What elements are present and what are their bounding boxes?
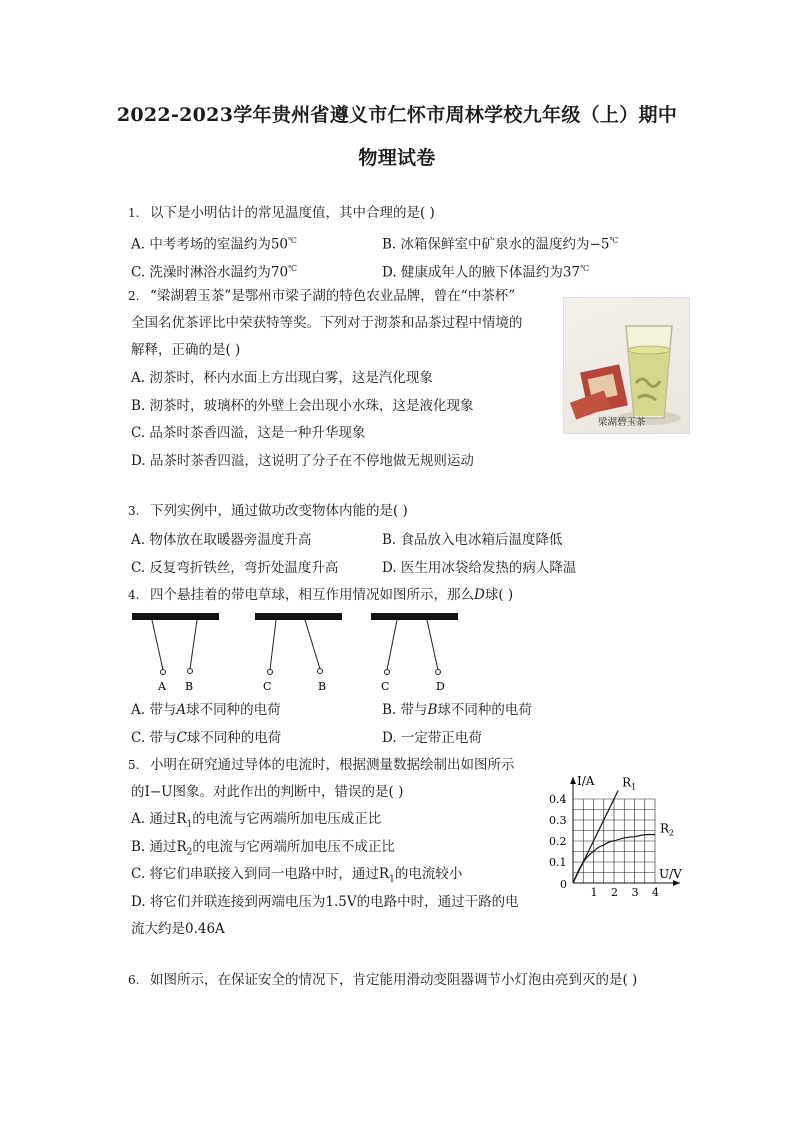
y-tick-label: 0.2 bbox=[549, 835, 567, 848]
q1-option-d: D. 健康成年人的腋下体温约为37℃ bbox=[382, 264, 590, 281]
question-text: 以下是小明估计的常见温度值，其中合理的是( ) bbox=[150, 205, 435, 221]
q2-option-a: A. 沏茶时，杯内水面上方出现白雾，这是汽化现象 bbox=[131, 370, 433, 386]
chart-labels bbox=[549, 774, 682, 899]
question-2-stem-line2: 全国名优茶评比中荣获特等奖。下列对于沏茶和品茶过程中情境的 bbox=[131, 315, 523, 331]
thread bbox=[152, 620, 163, 670]
y-tick-label: 0.3 bbox=[549, 814, 567, 827]
q4-option-d: D. 一定带正电荷 bbox=[382, 730, 482, 746]
origin-label: 0 bbox=[560, 878, 567, 891]
q3-option-c: C. 反复弯折铁丝，弯折处温度升高 bbox=[131, 560, 339, 576]
page-subtitle: 物理试卷 bbox=[358, 147, 436, 169]
question-5-stem-line2: 的I−U图象。对此作出的判断中，错误的是( ) bbox=[131, 784, 404, 800]
question-2-stem-line1: 2. “梁湖碧玉茶”是鄂州市梁子湖的特色农业品牌，曾在“中茶杯” bbox=[128, 288, 516, 304]
question-3-stem: 3. 下列实例中，通过做功改变物体内能的是( ) bbox=[128, 503, 408, 519]
q5-option-b: B. 通过$R_2$的电流与它两端所加电压不成正比 bbox=[131, 839, 395, 858]
thread bbox=[387, 620, 397, 670]
question-1-stem bbox=[128, 205, 435, 221]
question-4-stem: 4. 四个悬挂着的带电草球，相互作用情况如图所示，那么D球( ) bbox=[128, 587, 514, 603]
series-label-r1: $R_1$ bbox=[622, 775, 637, 792]
charged-balls-diagram bbox=[125, 608, 475, 698]
ball-label: D bbox=[436, 680, 445, 693]
x-axis-label: U/V bbox=[659, 867, 682, 881]
thread bbox=[305, 620, 320, 669]
thread bbox=[270, 620, 276, 670]
q1-option-c: C. 洗澡时淋浴水温约为70℃ bbox=[131, 264, 298, 281]
q3-option-a: A. 物体放在取暖器旁温度升高 bbox=[131, 532, 312, 548]
q5-option-d-line1: D. 将它们并联连接到两端电压为1.5V的电路中时，通过干路的电 bbox=[131, 894, 519, 910]
y-axis-label: I/A bbox=[577, 774, 595, 788]
ball bbox=[436, 670, 441, 675]
ball bbox=[268, 670, 273, 675]
ball bbox=[161, 670, 166, 675]
y-axis-arrow bbox=[570, 777, 576, 784]
ball-label: C bbox=[381, 680, 390, 693]
q1-option-b: B. 冰箱保鲜室中矿泉水的温度约为−5℃ bbox=[382, 236, 619, 253]
y-tick-label: 0.1 bbox=[549, 856, 567, 869]
question-6-stem: 6. 如图所示，在保证安全的情况下，肯定能用滑动变阻器调节小灯泡由亮到灭的是( ) bbox=[128, 972, 638, 988]
tea-glass-illustration bbox=[564, 298, 689, 433]
x-tick-label: 2 bbox=[611, 886, 618, 899]
ball bbox=[385, 670, 390, 675]
page-title: 2022-2023学年贵州省遵义市仁怀市周林学校九年级（上）期中 bbox=[116, 104, 678, 126]
q2-option-c: C. 品茶时茶香四溢，这是一种升华现象 bbox=[131, 425, 366, 441]
thread bbox=[190, 620, 197, 669]
y-tick-label: 0.4 bbox=[549, 793, 567, 806]
q4-option-b: B. 带与B球不同种的电荷 bbox=[382, 702, 532, 718]
thread bbox=[427, 620, 438, 670]
ball-label: C bbox=[263, 680, 272, 693]
q2-option-d: D. 品茶时茶香四溢，这说明了分子在不停地做无规则运动 bbox=[131, 453, 474, 469]
question-number: 6. bbox=[128, 973, 140, 987]
q2-option-b: B. 沏茶时，玻璃杯的外壁上会出现小水珠，这是液化现象 bbox=[131, 398, 474, 414]
q3-option-d: D. 医生用冰袋给发热的病人降温 bbox=[382, 560, 577, 576]
question-number: 2. bbox=[128, 289, 140, 303]
q5-option-d-line2: 流大约是0.46A bbox=[131, 921, 225, 937]
ball-label: B bbox=[185, 680, 194, 693]
q3-option-b: B. 食品放入电冰箱后温度降低 bbox=[382, 532, 563, 548]
q4-option-c: C. 带与C球不同种的电荷 bbox=[131, 730, 282, 746]
question-number: 1. bbox=[128, 206, 140, 220]
photo-caption: 梁湖碧玉茶 bbox=[598, 417, 646, 428]
ball bbox=[318, 669, 323, 674]
question-number: 4. bbox=[128, 588, 140, 602]
ceiling-bar bbox=[371, 613, 458, 620]
ball bbox=[188, 669, 193, 674]
question-number: 5. bbox=[128, 758, 140, 772]
ceiling-bar bbox=[132, 613, 219, 620]
q5-option-c: C. 将它们串联接入到同一电路中时，通过$R_1$的电流较小 bbox=[131, 866, 463, 885]
iu-graph bbox=[540, 762, 700, 910]
q4-option-a: A. 带与A球不同种的电荷 bbox=[131, 702, 281, 718]
q1-option-a: A. 中考考场的室温约为50℃ bbox=[131, 236, 297, 253]
x-tick-label: 4 bbox=[652, 886, 659, 899]
question-5-stem-line1: 5. 小明在研究通过导体的电流时，根据测量数据绘制出如图所示 bbox=[128, 757, 515, 773]
ball-label: B bbox=[318, 680, 327, 693]
question-2-stem-line3: 解释，正确的是( ) bbox=[131, 342, 241, 358]
question-number: 3. bbox=[128, 504, 140, 518]
series-label-r2: $R_2$ bbox=[660, 821, 675, 838]
x-tick-label: 3 bbox=[631, 886, 639, 899]
ceiling-bar bbox=[255, 613, 342, 620]
ball-label: A bbox=[158, 680, 166, 693]
q5-option-a: A. 通过$R_1$的电流与它两端所加电压成正比 bbox=[131, 811, 382, 830]
x-tick-label: 1 bbox=[590, 886, 598, 899]
